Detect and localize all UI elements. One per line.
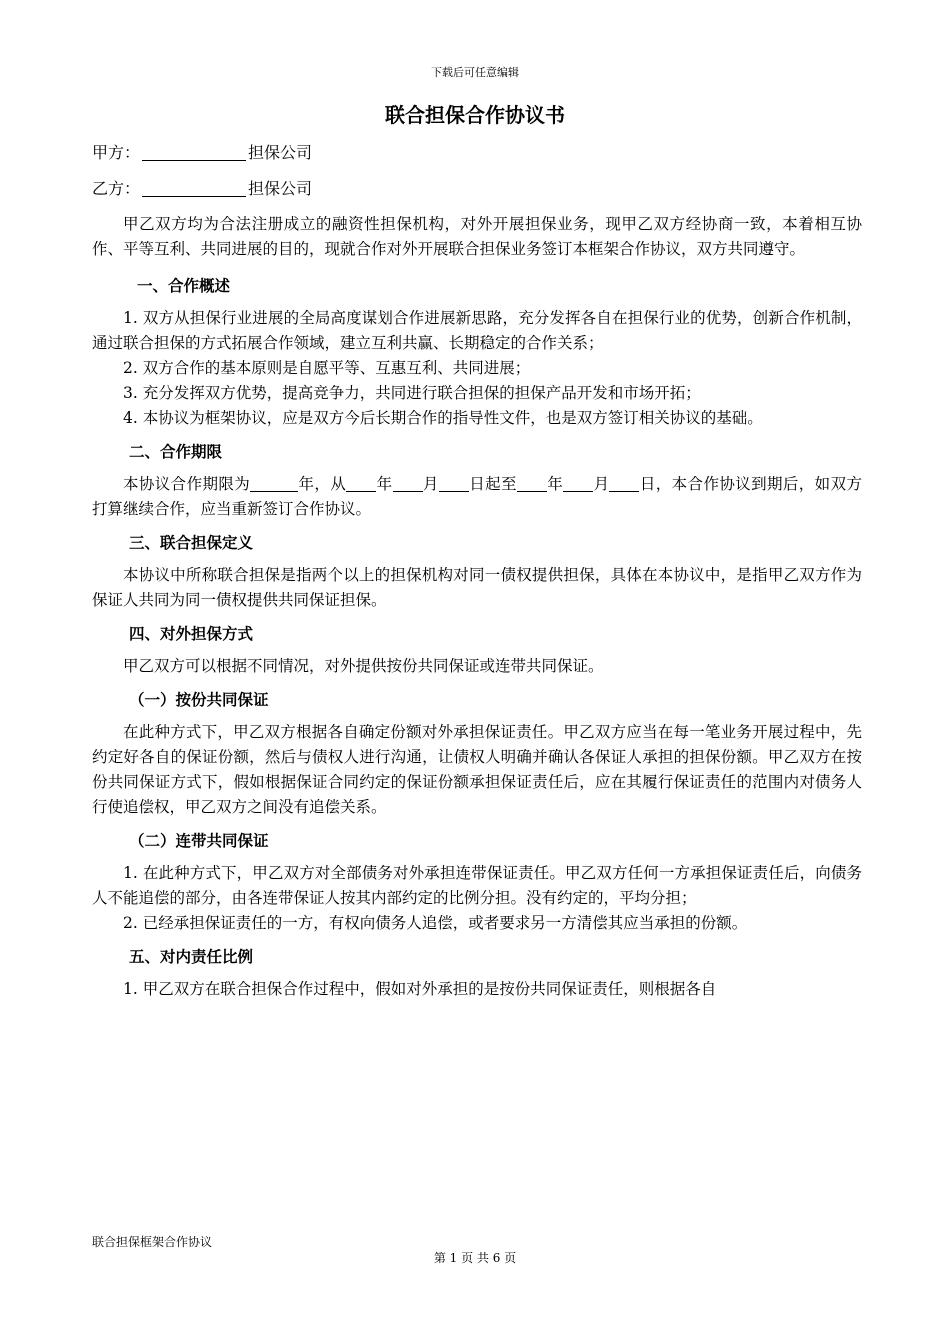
section-4-paragraph: 甲乙双方可以根据不同情况，对外提供按份共同保证或连带共同保证。 bbox=[123, 657, 604, 675]
subsection-4-1-heading: （一）按份共同保证 bbox=[129, 691, 269, 709]
subsection-4-2-heading: （二）连带共同保证 bbox=[129, 832, 269, 850]
start-day-blank bbox=[439, 473, 469, 492]
party-a-blank bbox=[142, 142, 246, 161]
term-text-7: 月 bbox=[593, 475, 610, 493]
term-text-3: 年 bbox=[376, 475, 393, 493]
term-years-blank bbox=[250, 473, 298, 492]
footer-document-name: 联合担保框架合作协议 bbox=[92, 1235, 213, 1249]
section-4-heading: 四、对外担保方式 bbox=[129, 625, 254, 643]
term-text-1: 本协议合作期限为 bbox=[123, 475, 251, 493]
party-a-suffix: 担保公司 bbox=[248, 143, 313, 162]
section-1-heading: 一、合作概述 bbox=[137, 277, 231, 295]
subsection-4-2-item-2: 2. 已经承担保证责任的一方，有权向债务人追偿，或者要求另一方清偿其应当承担的份额。 bbox=[123, 914, 748, 932]
header-note: 下载后可任意编辑 bbox=[431, 66, 519, 79]
footer-page-number: 第 1 页 共 6 页 bbox=[433, 1251, 517, 1265]
section-5-item-1: 1. 甲乙双方在联合担保合作过程中，假如对外承担的是按份共同保证责任，则根据各自 bbox=[123, 980, 717, 998]
section-1-item-3: 3. 充分发挥双方优势，提高竞争力，共同进行联合担保的担保产品开发和市场开拓； bbox=[123, 384, 701, 402]
section-3-paragraph: 本协议中所称联合担保是指两个以上的担保机构对同一债权提供担保，具体在本协议中，是指甲乙双方作为保证人共同为同一债权提供共同保证担保。 bbox=[92, 566, 862, 609]
intro-paragraph: 甲乙双方均为合法注册成立的融资性担保机构，对外开展担保业务，现甲乙双方经协商一致，本着相互协作、平等互利、共同进展的目的，现就合作对外开展联合担保业务签订本框架合作协议，双方共同遵守。 bbox=[92, 215, 862, 258]
subsection-4-1-paragraph: 在此种方式下，甲乙双方根据各自确定份额对外承担保证责任。甲乙双方应当在每一笔业务开展过程中，先约定好各自的保证份额，然后与债权人进行沟通，让债权人明确并确认各保证人承担的担保份额。甲乙双方在按份共同保证方式下，假如根据保证合同约定的保证份额承担保证责任后，应在其履行保证责任的范围内对债务人行使追偿权，甲乙双方之间没有追偿关系。 bbox=[92, 723, 862, 816]
term-text-4: 月 bbox=[422, 475, 439, 493]
party-a-line bbox=[92, 140, 862, 165]
term-text-6: 年 bbox=[546, 475, 564, 493]
start-month-blank bbox=[393, 473, 423, 492]
section-3-heading: 三、联合担保定义 bbox=[129, 534, 254, 552]
start-year-blank bbox=[346, 473, 376, 492]
party-b-label: 乙方： bbox=[92, 179, 141, 198]
section-1-item-1: 1. 双方从担保行业进展的全局高度谋划合作进展新思路，充分发挥各自在担保行业的优势，创新合作机制，通过联合担保的方式拓展合作领域，建立互利共赢、长期稳定的合作关系； bbox=[92, 309, 862, 352]
section-5-heading: 五、对内责任比例 bbox=[129, 948, 254, 966]
document-title: 联合担保合作协议书 bbox=[385, 103, 565, 127]
party-a-label: 甲方： bbox=[92, 143, 141, 162]
end-year-blank bbox=[517, 473, 547, 492]
term-text-8: 日，本合作协议到期后，如双方打算继续合作，应当重新签订合作协议。 bbox=[92, 475, 862, 518]
term-text-5: 日起至 bbox=[468, 475, 517, 493]
section-2-paragraph bbox=[92, 472, 862, 522]
section-1-item-2: 2. 双方合作的基本原则是自愿平等、互惠互利、共同进展； bbox=[123, 359, 531, 377]
party-b-line bbox=[92, 176, 862, 201]
term-text-2: 年，从 bbox=[298, 475, 347, 493]
section-1-item-4: 4. 本协议为框架协议，应是双方今后长期合作的指导性文件，也是双方签订相关协议的基础。 bbox=[123, 409, 763, 427]
end-month-blank bbox=[563, 473, 593, 492]
party-b-blank bbox=[142, 178, 246, 197]
document-body bbox=[92, 140, 862, 1002]
section-2-heading: 二、合作期限 bbox=[129, 443, 223, 461]
party-b-suffix: 担保公司 bbox=[248, 179, 313, 198]
end-day-blank bbox=[609, 473, 639, 492]
subsection-4-2-item-1: 1. 在此种方式下，甲乙双方对全部债务对外承担连带保证责任。甲乙双方任何一方承担保证责任后，向债务人不能追偿的部分，由各连带保证人按其内部约定的比例分担。没有约定的，平均分担； bbox=[92, 864, 862, 907]
